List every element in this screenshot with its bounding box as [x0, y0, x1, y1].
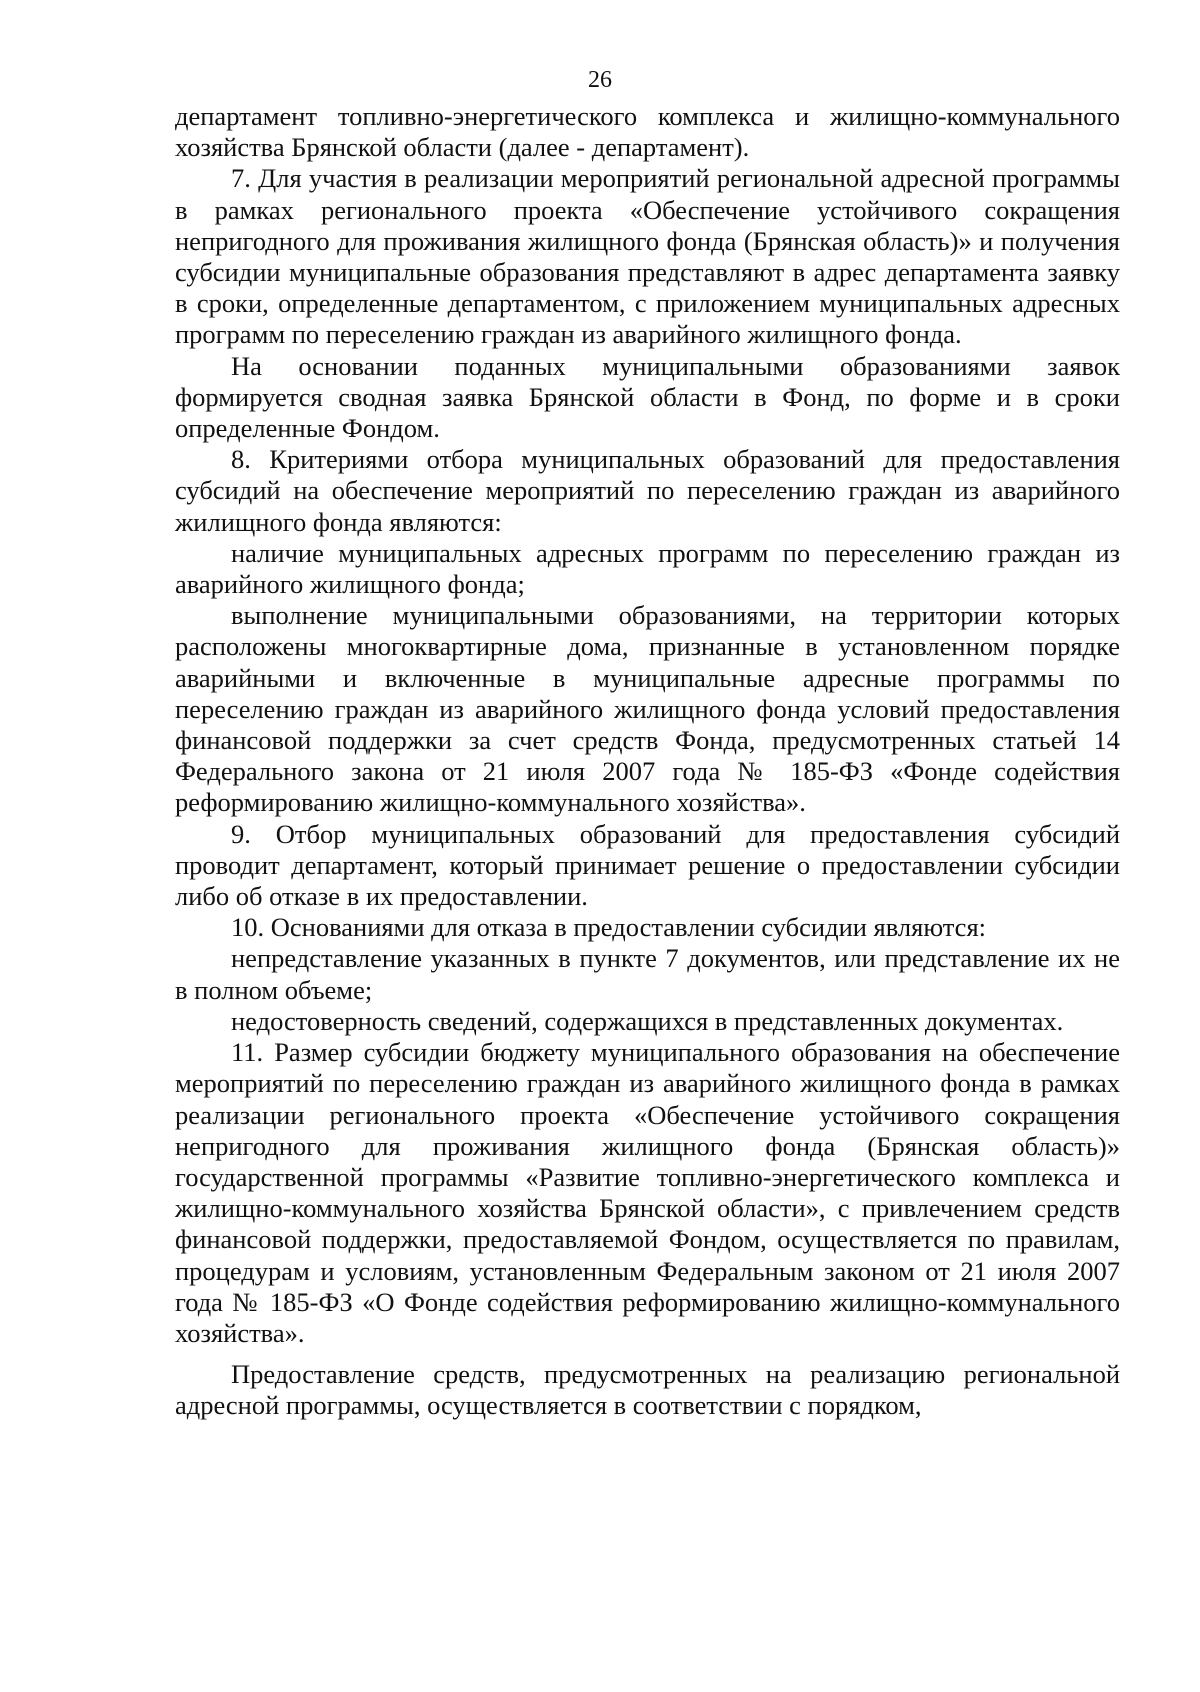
paragraph-item-7: 7. Для участия в реализации мероприятий региональной адресной программы в рамках регионального проекта «Обеспечение устойчивого сокращения непригодного для проживания жилищного фонда (Брянская область)» и получения субсидии муниципальные образования представляют в адрес департамента заявку в сроки, определенные департаментом, с приложением муниципальных адресных программ по переселению граждан из аварийного жилищного фонда. — [175, 163, 1120, 350]
paragraph-item-10: 10. Основаниями для отказа в предоставлении субсидии являются: — [231, 912, 986, 943]
paragraph-refusal-ground-documents: непредставление указанных в пункте 7 документов, или представление их не в полном объеме; — [175, 943, 1120, 1005]
paragraph-item-11: 11. Размер субсидии бюджету муниципального образования на обеспечение мероприятий по переселению граждан из аварийного жилищного фонда в рамках реализации регионального проекта «Обеспечение устойчивого сокращения непригодного для проживания жилищного фонда (Брянская область)» государственной программы «Развитие топливно-энергетического комплекса и жилищно-коммунального хозяйства Брянской области», с привлечением средств финансовой поддержки, предоставляемой Фондом, осуществляется по правилам, процедурам и условиям, установленным Федеральным законом от 21 июля 2007 года № 185-ФЗ «О Фонде содействия реформированию жилищно-коммунального хозяйства». — [175, 1037, 1120, 1348]
paragraph-item-8: 8. Критериями отбора муниципальных образований для предоставления субсидий на обеспечение мероприятий по переселению граждан из аварийного жилищного фонда являются: — [175, 444, 1120, 537]
paragraph-item-9: 9. Отбор муниципальных образований для предоставления субсидий проводит департамент, который принимает решение о предоставлении субсидии либо об отказе в их предоставлении. — [175, 818, 1120, 912]
paragraph-refusal-ground-inaccuracy: недостоверность сведений, содержащихся в представленных документах. — [231, 1005, 1064, 1036]
paragraph-funding-procedure: Предоставление средств, предусмотренных на реализацию региональной адресной программы, осуществляется в соответствии с порядком, — [175, 1359, 1120, 1421]
paragraph-department-continuation: департамент топливно-энергетического комплекса и жилищно-коммунального хозяйства Брянской области (далее - департамент). — [175, 101, 1120, 163]
paragraph-consolidated-application: На основании поданных муниципальными образованиями заявок формируется сводная заявка Брянской области в Фонд, по форме и в сроки определенные Фондом. — [175, 350, 1120, 444]
paragraph-criterion-programs: наличие муниципальных адресных программ по переселению граждан из аварийного жилищного фонда; — [175, 537, 1120, 600]
paragraph-criterion-conditions: выполнение муниципальными образованиями, на территории которых расположены многоквартирные дома, признанные в установленном порядке аварийными и включенные в муниципальные адресные программы по переселению граждан из аварийного жилищного фонда условий предоставления финансовой поддержки за счет средств Фонда, предусмотренных статьей 14 Федерального закона от 21 июля 2007 года № 185-ФЗ «Фонде содействия реформированию жилищно-коммунального хозяйства». — [175, 600, 1120, 818]
page-number: 26 — [588, 67, 612, 93]
document-body — [175, 101, 1120, 1422]
